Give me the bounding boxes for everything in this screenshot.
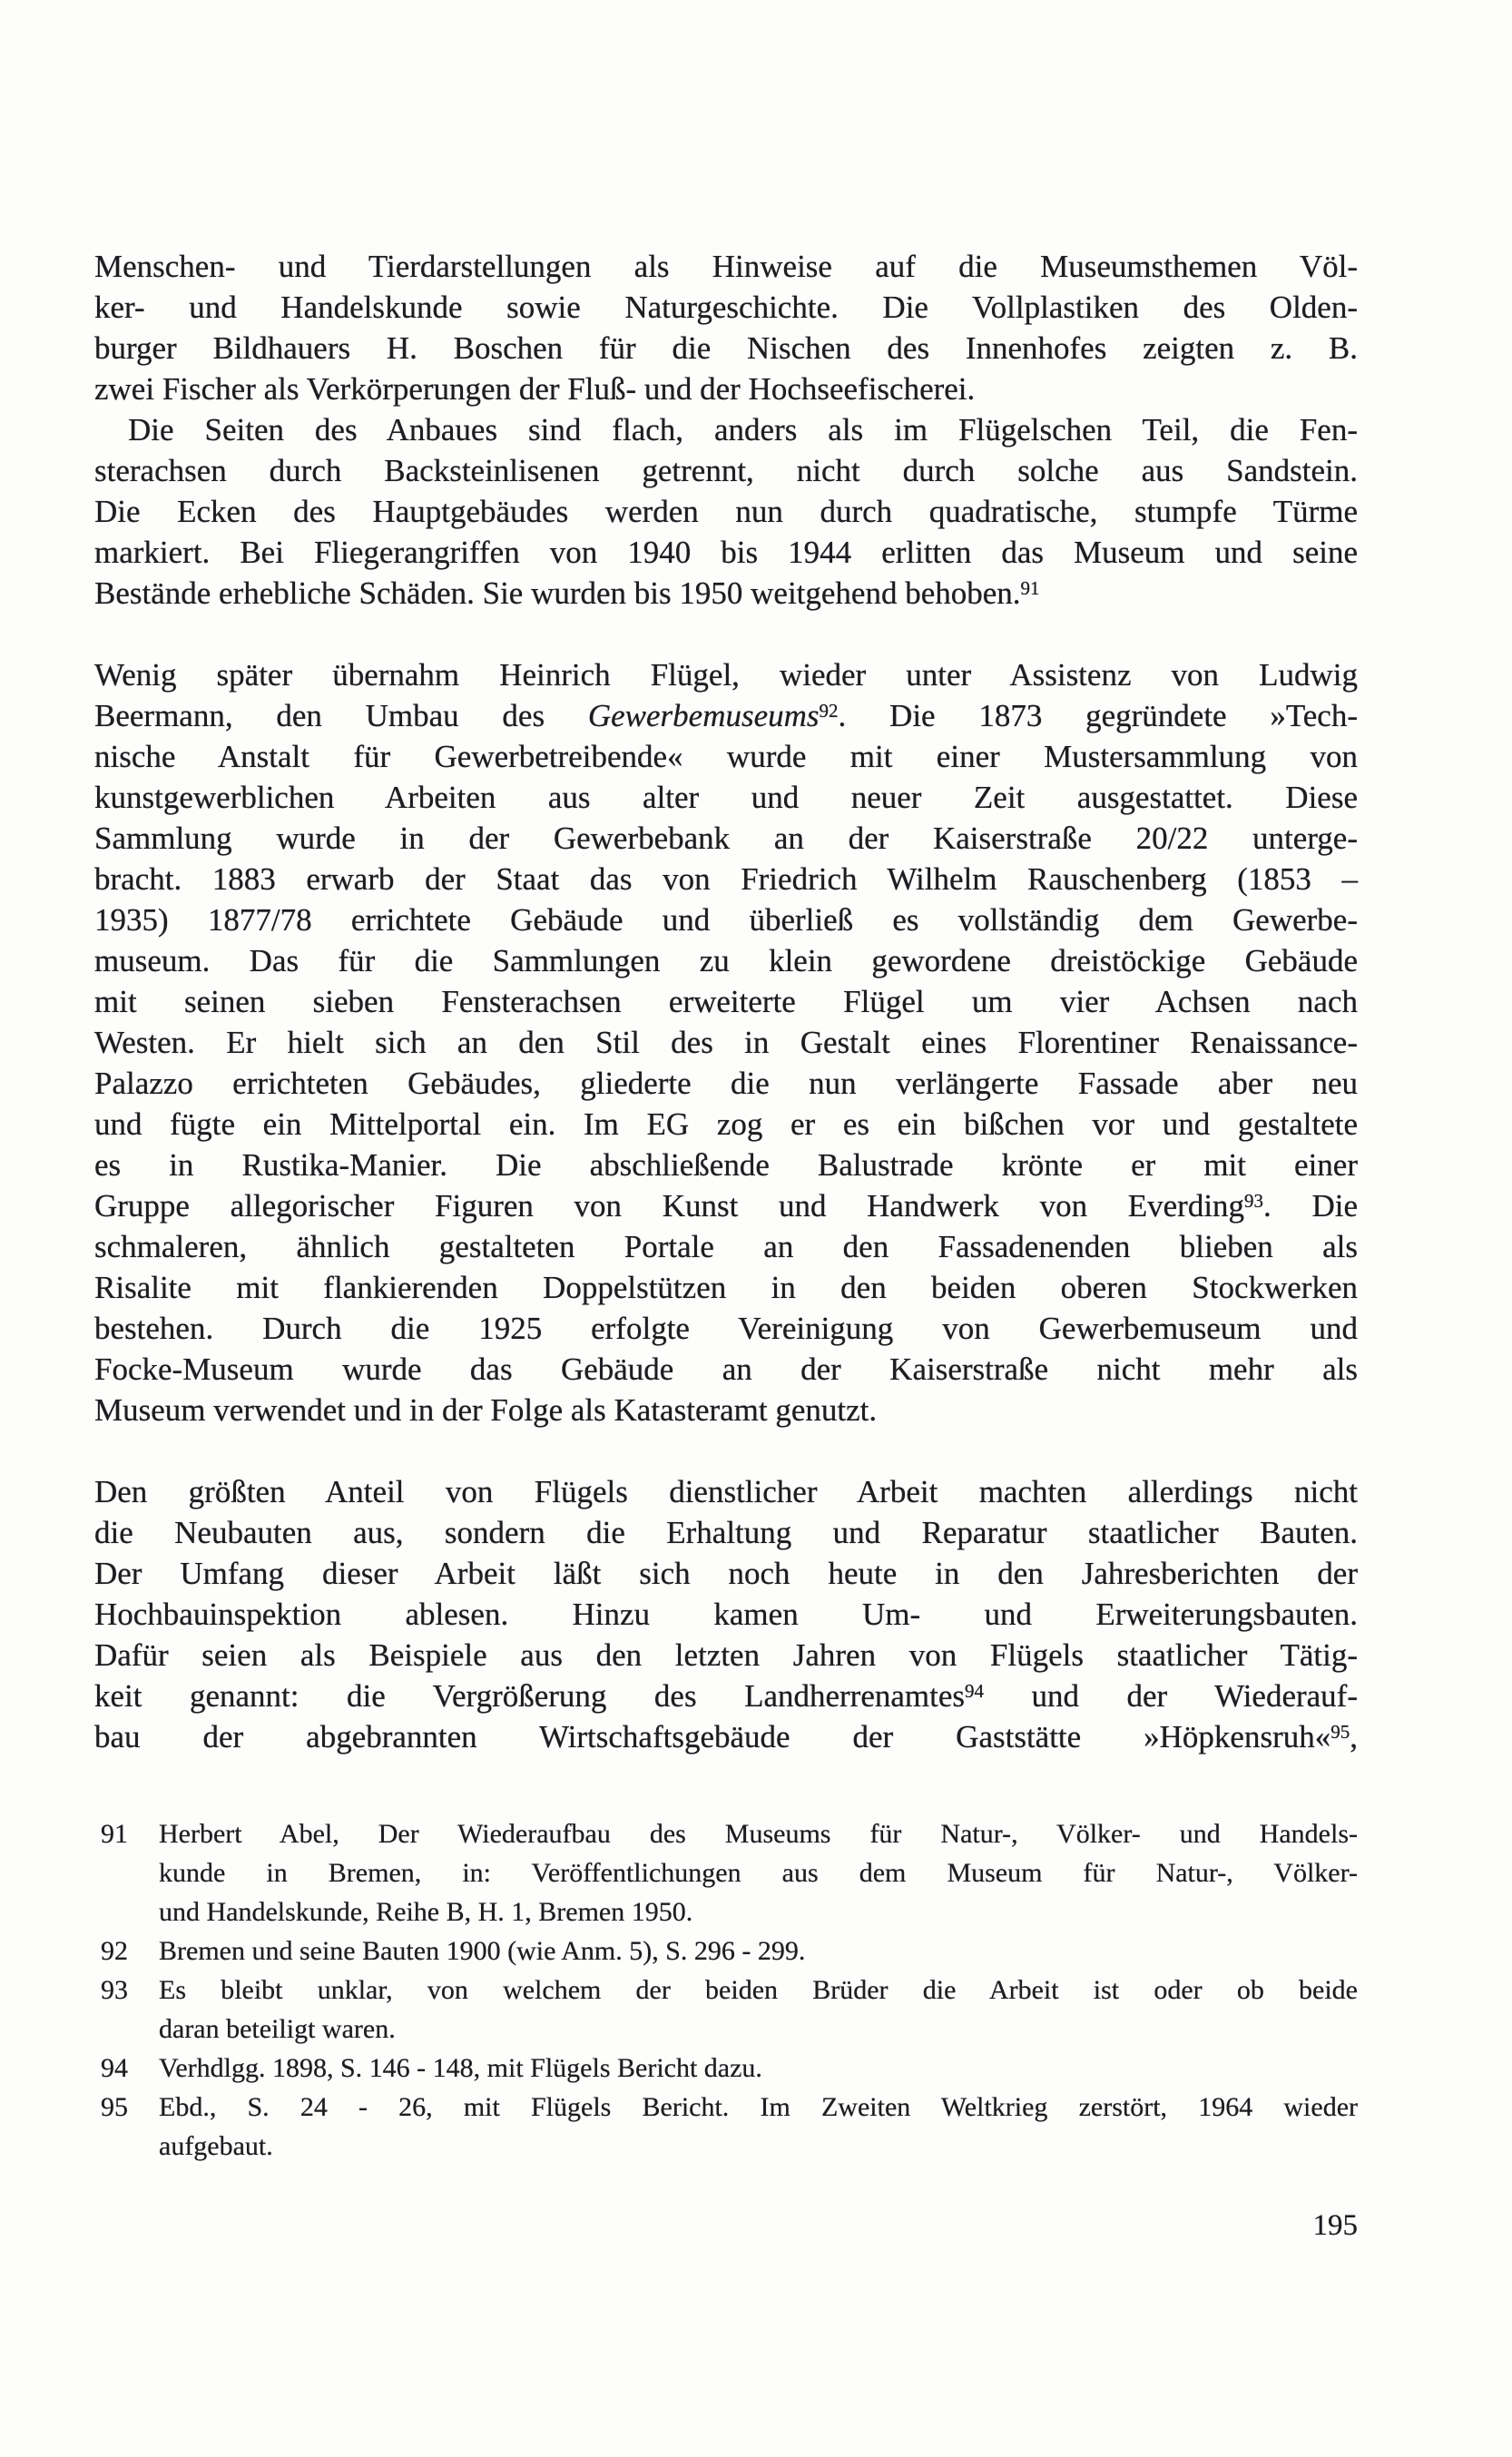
footnote-number: 93 bbox=[101, 1975, 128, 2005]
footnote bbox=[94, 1814, 1358, 1931]
text-line: sterachsen durch Backsteinlisenen getrennt, nicht durch solche aus Sandstein. bbox=[94, 453, 1358, 488]
text-line: markiert. Bei Fliegerangriffen von 1940 bis 1944 erlitten das Museum und seine bbox=[94, 535, 1358, 570]
footnote-number: 91 bbox=[101, 1819, 128, 1849]
text-line: Museum verwendet und in der Folge als Katasteramt genutzt. bbox=[94, 1392, 878, 1428]
text-line: 1935) 1877/78 errichtete Gebäude und überließ es vollständig dem Gewerbe- bbox=[94, 902, 1358, 938]
footnote-ref: 91 bbox=[1020, 576, 1040, 599]
text-line: Bestände erhebliche Schäden. Sie wurden bis 1950 weitgehend behoben.$^{91}$ bbox=[94, 575, 1040, 611]
text-line: Beermann, den Umbau des Gewerbemuseums$^{92}$. Die 1873 gegründete »Tech- bbox=[94, 698, 1358, 733]
footnote-ref: 95 bbox=[1330, 1720, 1350, 1743]
text-line: mit seinen sieben Fensterachsen erweiterte Flügel um vier Achsen nach bbox=[94, 984, 1358, 1019]
footnote bbox=[94, 1971, 1358, 2049]
footnote-ref: 94 bbox=[965, 1679, 985, 1702]
text-line: Die Seiten des Anbaues sind flach, anders als im Flügelschen Teil, die Fen- bbox=[128, 412, 1358, 447]
text-line: Risalite mit flankierenden Doppelstützen in den beiden oberen Stockwerken bbox=[94, 1270, 1358, 1305]
page-number: 195 bbox=[1312, 2209, 1358, 2242]
footnote-number: 92 bbox=[101, 1936, 128, 1966]
footnote-number: 95 bbox=[101, 2092, 128, 2122]
footnote-line: Herbert Abel, Der Wiederaufbau des Museums für Natur-, Völker- und Handels- bbox=[159, 1819, 1358, 1849]
footnote-line: und Handelskunde, Reihe B, H. 1, Bremen 1950. bbox=[159, 1897, 693, 1927]
paragraph bbox=[94, 654, 1358, 1430]
page-content bbox=[94, 246, 1358, 2244]
text-line: ker- und Handelskunde sowie Naturgeschichte. Die Vollplastiken des Olden- bbox=[94, 290, 1358, 325]
footnote-line: Ebd., S. 24 - 26, mit Flügels Bericht. Im Zweiten Weltkrieg zerstört, 1964 wieder bbox=[159, 2092, 1358, 2122]
text-line: Den größten Anteil von Flügels dienstlicher Arbeit machten allerdings nicht bbox=[94, 1474, 1358, 1509]
text-line: bracht. 1883 erwarb der Staat das von Friedrich Wilhelm Rauschenberg (1853 – bbox=[94, 861, 1358, 897]
text-line: es in Rustika-Manier. Die abschließende Balustrade krönte er mit einer bbox=[94, 1147, 1358, 1183]
footnote-number: 94 bbox=[101, 2053, 128, 2083]
footnote-line: Bremen und seine Bauten 1900 (wie Anm. 5), S. 296 - 299. bbox=[159, 1936, 806, 1966]
footnote-text bbox=[159, 1971, 1358, 2049]
text-line: museum. Das für die Sammlungen zu klein gewordene dreistöckige Gebäude bbox=[94, 943, 1358, 978]
text-line: schmaleren, ähnlich gestalteten Portale an den Fassadenenden blieben als bbox=[94, 1229, 1358, 1264]
paragraph bbox=[94, 1471, 1358, 1757]
footnote-text bbox=[159, 1814, 1358, 1931]
text-line: keit genannt: die Vergrößerung des Landherrenamtes$^{94}$ und der Wiederauf- bbox=[94, 1678, 1358, 1714]
text-line: Hochbauinspektion ablesen. Hinzu kamen Um- und Erweiterungsbauten. bbox=[94, 1597, 1358, 1632]
text-line: Gruppe allegorischer Figuren von Kunst und Handwerk von Everding$^{93}$. Die bbox=[94, 1188, 1358, 1224]
footnote-line: Es bleibt unklar, von welchem der beiden Brüder die Arbeit ist oder ob beide bbox=[159, 1975, 1358, 2005]
text-line: und fügte ein Mittelportal ein. Im EG zog er es ein bißchen vor und gestaltete bbox=[94, 1106, 1358, 1142]
text-line: bestehen. Durch die 1925 erfolgte Vereinigung von Gewerbemuseum und bbox=[94, 1311, 1358, 1346]
footnote-line: Verhdlgg. 1898, S. 146 - 148, mit Flügels Bericht dazu. bbox=[159, 2053, 762, 2083]
text-line: burger Bildhauers H. Boschen für die Nischen des Innenhofes zeigten z. B. bbox=[94, 330, 1358, 366]
paragraph bbox=[94, 246, 1358, 409]
text-line: nische Anstalt für Gewerbetreibende« wurde mit einer Mustersammlung von bbox=[94, 739, 1358, 774]
footnote bbox=[94, 2088, 1358, 2166]
text-line: Die Ecken des Hauptgebäudes werden nun durch quadratische, stumpfe Türme bbox=[94, 494, 1358, 529]
body-text bbox=[94, 246, 1358, 1757]
footnote-ref: 92 bbox=[819, 699, 839, 722]
text-line: Westen. Er hielt sich an den Stil des in Gestalt eines Florentiner Renaissance- bbox=[94, 1025, 1358, 1060]
footnote-text bbox=[159, 2049, 1358, 2088]
text-line: Palazzo errichteten Gebäudes, gliederte die nun verlängerte Fassade aber neu bbox=[94, 1066, 1358, 1101]
italic-text: Gewerbemuseums bbox=[587, 698, 820, 733]
footnote-line: daran beteiligt waren. bbox=[159, 2014, 396, 2044]
text-line: bau der abgebrannten Wirtschaftsgebäude der Gaststätte »Höpkensruh«$^{95}$, bbox=[94, 1719, 1358, 1754]
text-line: Wenig später übernahm Heinrich Flügel, wieder unter Assistenz von Ludwig bbox=[94, 657, 1358, 693]
text-line: Menschen- und Tierdarstellungen als Hinweise auf die Museumsthemen Völ- bbox=[94, 249, 1358, 284]
text-line: kunstgewerblichen Arbeiten aus alter und neuer Zeit ausgestattet. Diese bbox=[94, 780, 1358, 815]
text-line: Focke-Museum wurde das Gebäude an der Kaiserstraße nicht mehr als bbox=[94, 1351, 1358, 1387]
footnote bbox=[94, 2049, 1358, 2088]
text-line: Sammlung wurde in der Gewerbebank an der Kaiserstraße 20/22 unterge- bbox=[94, 821, 1358, 856]
text-line: Dafür seien als Beispiele aus den letzten Jahren von Flügels staatlicher Tätig- bbox=[94, 1637, 1358, 1673]
text-line: die Neubauten aus, sondern die Erhaltung und Reparatur staatlicher Bauten. bbox=[94, 1515, 1358, 1550]
footnote-line: aufgebaut. bbox=[159, 2131, 273, 2161]
footnotes bbox=[94, 1814, 1358, 2166]
footnote-ref: 93 bbox=[1244, 1189, 1264, 1212]
footnote-line: kunde in Bremen, in: Veröffentlichungen aus dem Museum für Natur-, Völker- bbox=[159, 1858, 1358, 1888]
footnote-text bbox=[159, 2088, 1358, 2166]
text-line: Der Umfang dieser Arbeit läßt sich noch heute in den Jahresberichten der bbox=[94, 1556, 1358, 1591]
text-line: zwei Fischer als Verkörperungen der Fluß- und der Hochseefischerei. bbox=[94, 371, 976, 407]
footnote-text bbox=[159, 1931, 1358, 1971]
footnote bbox=[94, 1931, 1358, 1971]
paragraph bbox=[94, 409, 1358, 614]
